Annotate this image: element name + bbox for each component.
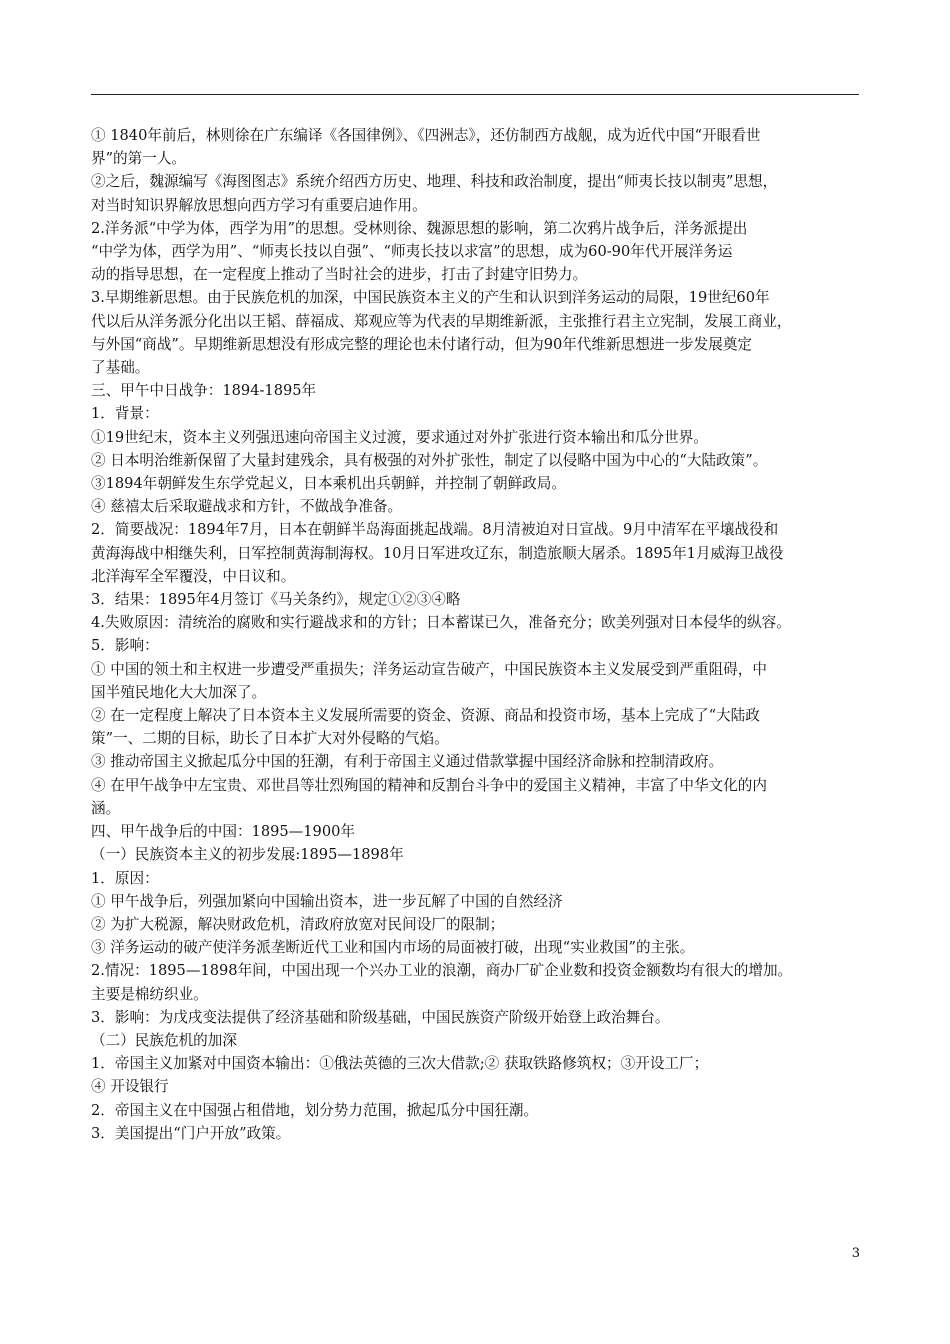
text-line: 3．结果：1895年4月签订《马关条约》，规定①②③④略 <box>91 591 461 609</box>
text-line: 4.失败原因：清统治的腐败和实行避战求和的方针；日本蓄谋已久，准备充分；欧美列强对日本侵华的纵容。 <box>91 614 791 632</box>
text-line: 5．影响： <box>91 637 159 655</box>
body-text <box>91 124 863 1145</box>
text-line: 三、甲午中日战争：1894-1895年 <box>91 382 317 400</box>
text-line: 2.洋务派“中学为体，西学为用”的思想。受林则徐、魏源思想的影响，第二次鸦片战争后，洋务派提出 <box>91 219 748 237</box>
text-line: 代以后从洋务派分化出以王韬、薛福成、郑观应等为代表的早期维新派，主张推行君主立宪制，发展工商业， <box>91 312 792 330</box>
text-line: ① 1840年前后，林则徐在广东编译《各国律例》、《四洲志》，还仿制西方战舰，成为近代中国“开眼看世 <box>91 127 761 144</box>
text-line: 动的指导思想，在一定程度上推动了当时社会的进步，打击了封建守旧势力。 <box>91 266 588 284</box>
text-line: 国半殖民地化大大加深了。 <box>91 683 267 701</box>
text-line: 1．背景： <box>91 405 159 423</box>
page-number: 3 <box>851 1246 860 1261</box>
text-line: 3.早期维新思想。由于民族危机的加深，中国民族资本主义的产生和认识到洋务运动的局限，19世纪60年 <box>91 289 770 307</box>
text-line: 1．帝国主义加紧对中国资本输出：①俄法英德的三次大借款;② 获取铁路修筑权；③开设工厂； <box>91 1055 709 1073</box>
text-line: ② 为扩大税源，解决财政危机，清政府放宽对民间设厂的限制； <box>91 915 505 933</box>
text-line: 对当时知识界解放思想向西方学习有重要启迪作用。 <box>91 196 427 214</box>
text-line: ③1894年朝鲜发生东学党起义，日本乘机出兵朝鲜，并控制了朝鲜政局。 <box>91 475 566 493</box>
text-line: 2．帝国主义在中国强占租借地，划分势力范围，掀起瓜分中国狂潮。 <box>91 1101 539 1119</box>
text-line: 1．原因： <box>91 869 159 887</box>
text-line: ① 中国的领土和主权进一步遭受严重损失；洋务运动宣告破产，中国民族资本主义发展受到严重阻碍，中 <box>91 660 767 678</box>
text-line: ④ 慈禧太后采取避战求和方针，不做战争准备。 <box>91 498 403 516</box>
text-line: 策”一、二期的目标，助长了日本扩大对外侵略的气焰。 <box>91 730 449 748</box>
text-line: ③ 推动帝国主义掀起瓜分中国的狂潮，有利于帝国主义通过借款掌握中国经济命脉和控制清政府。 <box>91 753 724 771</box>
text-line: ② 在一定程度上解决了日本资本主义发展所需要的资金、资源、商品和投资市场，基本上完成了“大陆政 <box>91 707 760 725</box>
text-line: 与外国“商战”。早期维新思想没有形成完整的理论也未付诸行动，但为90年代维新思想进一步发展奠定 <box>91 335 753 353</box>
text-line: 2．简要战况：1894年7月，日本在朝鲜半岛海面挑起战端。8月清被迫对日宣战。9月中清军在平壤战役和 <box>91 521 779 539</box>
text-line: ④ 在甲午战争中左宝贵、邓世昌等壮烈殉国的精神和反割台斗争中的爱国主义精神，丰富了中华文化的内 <box>91 776 767 794</box>
text-line: ③ 洋务运动的破产使洋务派垄断近代工业和国内市场的局面被打破，出现“实业救国”的主张。 <box>91 939 695 957</box>
text-line: 北洋海军全军覆没，中日议和。 <box>91 567 296 585</box>
text-line: ① 甲午战争后，列强加紧向中国输出资本，进一步瓦解了中国的自然经济 <box>91 892 563 910</box>
text-line: 界”的第一人。 <box>91 150 187 168</box>
text-line: （二）民族危机的加深 <box>91 1031 237 1049</box>
header-rule <box>91 94 859 95</box>
text-line: 2.情况：1895—1898年间，中国出现一个兴办工业的浪潮，商办厂矿企业数和投资金额数均有很大的增加。 <box>91 962 793 980</box>
text-line: 3．美国提出“门户开放”政策。 <box>91 1124 291 1142</box>
text-line: “中学为体，西学为用”、“师夷长技以自强”、“师夷长技以求富”的思想，成为60-90年代开展洋务运 <box>91 243 733 261</box>
text-line: ② 日本明治维新保留了大量封建残余，具有极强的对外扩张性，制定了以侵略中国为中心的“大陆政策”。 <box>91 451 768 469</box>
text-line: 涵。 <box>91 799 121 817</box>
text-line: 了基础。 <box>91 359 150 377</box>
text-line: 主要是棉纺织业。 <box>91 985 208 1003</box>
text-line: 四、甲午战争后的中国：1895—1900年 <box>91 823 355 841</box>
text-line: ②之后，魏源编写《海图图志》系统介绍西方历史、地理、科技和政治制度，提出“师夷长技以制夷”思想， <box>91 173 778 191</box>
text-line: （一）民族资本主义的初步发展:1895—1898年 <box>91 846 404 864</box>
text-line: 黄海海战中相继失利，日军控制黄海制海权。10月日军进攻辽东，制造旅顺大屠杀。1895年1月威海卫战役 <box>91 544 784 562</box>
text-line: ④ 开设银行 <box>91 1078 169 1096</box>
text-line: ①19世纪末，资本主义列强迅速向帝国主义过渡，要求通过对外扩张进行资本输出和瓜分世界。 <box>91 428 708 446</box>
text-line: 3．影响：为戊戌变法提供了经济基础和阶级基础，中国民族资产阶级开始登上政治舞台。 <box>91 1008 670 1026</box>
